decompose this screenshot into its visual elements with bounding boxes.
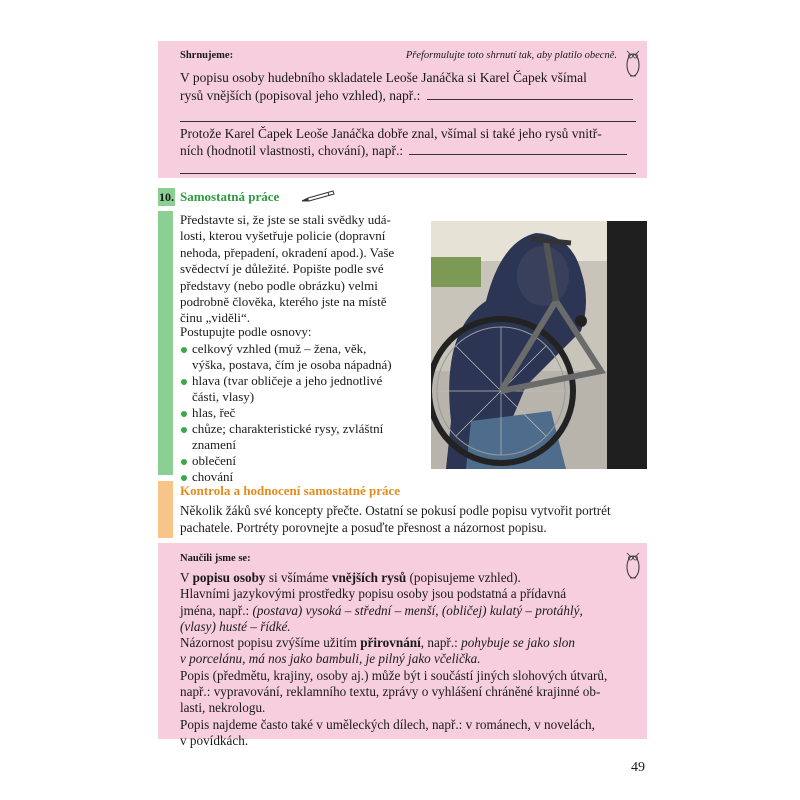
check-line-1: Několik žáků své koncepty přečte. Ostatní se pokusí podle popisu vytvořit portrét [180,503,611,518]
summary-p1-line1: V popisu osoby hudebního skladatele Leoše Janáčka si Karel Čapek všímal [180,70,587,85]
photo-bike-thief [431,221,647,469]
learned-text: V popisu osoby si všímáme vnějších rysů (popisujeme vzhled). Hlavními jazykovými prostředky popisu osoby jsou podstatná a přídavná jména, např.: (postava) vysoká – střední – menší, (obličej) kulatý – protáhlý, (vlasy) husté – řídké. Názornost popisu zvýšíme užitím přirovnání, např.: pohybuje se jako slon v porcelánu, má nos jako bambuli, je pilný jako včelička. Popis (předmětu, krajiny, osoby aj.) může být i součástí jiných slohových útvarů, např.: vypravování, reklamního textu, zprávy o vyhlášení chráněné krajinné ob- lasti, nekrologu. Popis najdeme často také v uměleckých dílech, např.: v románech, v novelách, v povídkách. [180,570,608,748]
summary-label: Shrnujeme: [180,50,234,61]
task-intro-line: podrobně člověka, kterého jste na místě [180,294,387,310]
check-title: Kontrola a hodnocení samostatné práce [180,483,401,498]
outline-label: Postupujte podle osnovy: [180,324,312,339]
list-item: hlava (tvar obličeje a jeho jednotlivé části, vlasy) [180,373,416,405]
summary-p2-line2: ních (hodnotil vlastnosti, chování), např.: [180,143,404,158]
summary-box [158,41,647,178]
answer-line-inner-2[interactable] [180,173,636,174]
task-intro-line: představy (nebo podle obrázku) velmi [180,277,378,293]
list-item: hlas, řeč [180,405,416,421]
task-intro-line: Představte si, že jste se stali svědky udá- [180,212,391,227]
pen-icon [300,189,336,203]
answer-line-outer-2[interactable] [180,121,636,122]
summary-instruction: Přeformulujte toto shrnutí tak, aby platilo obecně. [405,50,617,61]
task-intro-line: nehoda, přepadení, okradení apod.). Vaše [180,244,395,260]
task-intro-line: činu „viděli“. [180,310,251,326]
owl-icon [624,45,642,79]
task-number-badge [158,188,175,206]
task-intro [180,212,416,327]
page-number: 49 [631,760,645,775]
list-item: chůze; charakteristické rysy, zvláštní znamení [180,421,416,453]
list-item: oblečení [180,453,416,469]
learned-box [158,543,647,748]
check-line-2: pachatele. Portréty porovnejte a posuďte přesnost a názornost popisu. [180,520,547,535]
answer-line-inner-1[interactable] [409,154,627,155]
outline-list [180,341,416,485]
task-intro-line: losti, kterou vyšetřuje policie (dopravní [180,228,386,244]
summary-p1-line2: rysů vnějších (popisoval jeho vzhled), např.: [180,88,421,103]
task-number: 10. [159,190,174,204]
task-side-bar [158,211,173,475]
task-intro-line: svědectví je důležité. Popište podle své [180,261,384,277]
list-item: chování [180,469,416,485]
learned-label: Naučili jsme se: [180,553,251,564]
check-side-bar [158,481,173,538]
answer-line-outer-1[interactable] [427,99,633,100]
list-item: celkový vzhled (muž – žena, věk, výška, postava, čím je osoba nápadná) [180,341,416,373]
task-title: Samostatná práce [180,189,280,204]
summary-p2-line1: Protože Karel Čapek Leoše Janáčka dobře znal, všímal si také jeho rysů vnitř- [180,126,602,141]
